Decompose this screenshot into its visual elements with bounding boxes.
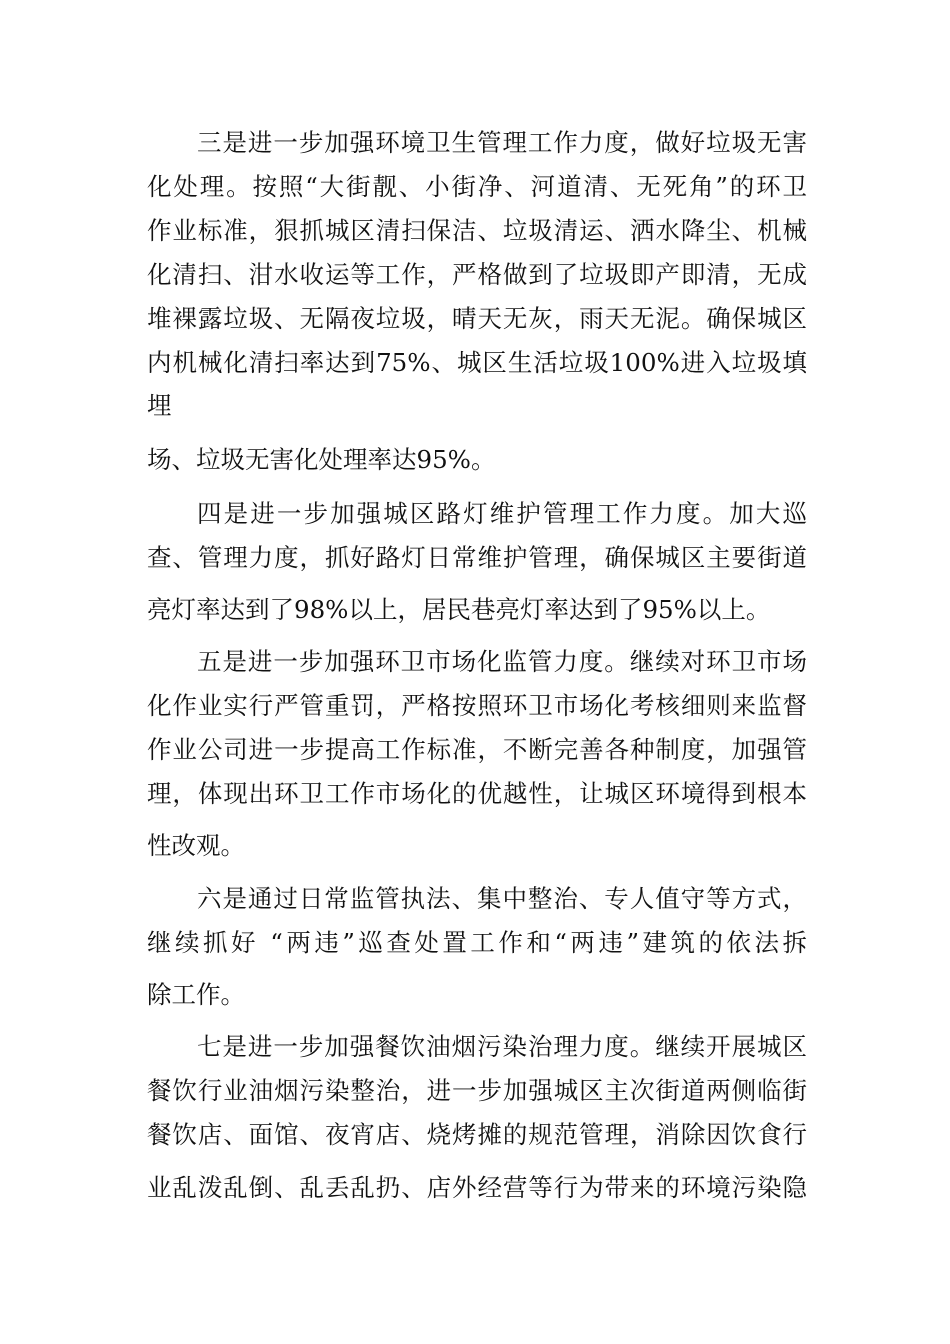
text-line: 查、管理力度，抓好路灯日常维护管理，确保城区主要街道 bbox=[147, 543, 807, 572]
text-line: 作业标准，狠抓城区清扫保洁、垃圾清运、洒水降尘、机械 bbox=[147, 216, 807, 245]
text-line: 餐饮店、面馆、夜宵店、烧烤摊的规范管理，消除因饮食行 bbox=[147, 1120, 807, 1149]
text-line: 餐饮行业油烟污染整治，进一步加强城区主次街道两侧临街 bbox=[147, 1076, 807, 1105]
text-line: 亮灯率达到了98%以上，居民巷亮灯率达到了95%以上。 bbox=[147, 595, 771, 624]
text-line: 场、垃圾无害化处理率达95%。 bbox=[147, 445, 496, 474]
text-line: 六是通过日常监管执法、集中整治、专人值守等方式， bbox=[197, 884, 807, 913]
text-line: 四是进一步加强城区路灯维护管理工作力度。加大巡 bbox=[197, 499, 807, 528]
text-line: 三是进一步加强环境卫生管理工作力度，做好垃圾无害 bbox=[197, 128, 807, 157]
text-line: 内机械化清扫率达到75%、城区生活垃圾100%进入垃圾填 bbox=[147, 348, 807, 377]
text-line: 业乱泼乱倒、乱丢乱扔、店外经营等行为带来的环境污染隐 bbox=[147, 1173, 807, 1202]
text-line: 化作业实行严管重罚，严格按照环卫市场化考核细则来监督 bbox=[147, 691, 807, 720]
text-line: 化处理。按照“大街靓、小街净、河道清、无死角”的环卫 bbox=[147, 172, 807, 201]
text-line: 理，体现出环卫工作市场化的优越性，让城区环境得到根本 bbox=[147, 779, 807, 808]
text-line: 化清扫、泔水收运等工作，严格做到了垃圾即产即清，无成 bbox=[147, 260, 807, 289]
text-line: 作业公司进一步提高工作标准，不断完善各种制度，加强管 bbox=[147, 735, 807, 764]
text-line: 七是进一步加强餐饮油烟污染治理力度。继续开展城区 bbox=[197, 1032, 807, 1061]
text-line: 除工作。 bbox=[147, 980, 245, 1009]
text-line: 性改观。 bbox=[147, 831, 245, 860]
text-line: 继续抓好 “两违”巡查处置工作和“两违”建筑的依法拆 bbox=[147, 928, 807, 957]
text-line: 五是进一步加强环卫市场化监管力度。继续对环卫市场 bbox=[197, 647, 807, 676]
text-line: 堆裸露垃圾、无隔夜垃圾，晴天无灰，雨天无泥。确保城区 bbox=[147, 304, 807, 333]
text-line: 埋 bbox=[147, 391, 172, 420]
